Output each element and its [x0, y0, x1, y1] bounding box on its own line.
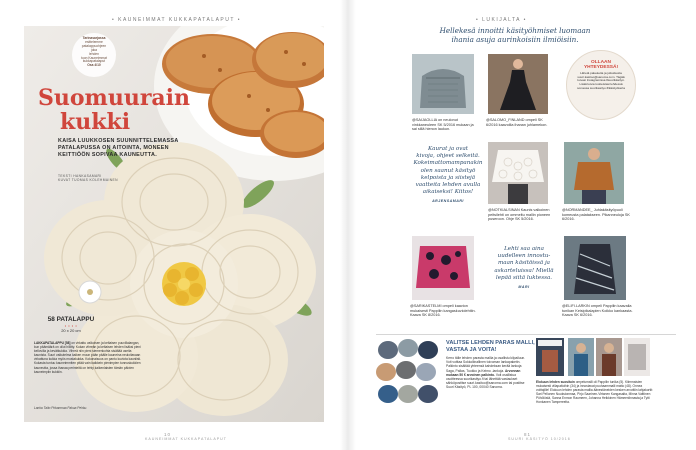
credits — [58, 174, 118, 182]
quote-line: Lehti saa aina — [504, 246, 544, 252]
right-page — [348, 0, 696, 450]
winner-art-3 — [624, 338, 650, 376]
reader-quote-2 — [488, 246, 560, 291]
headline-line: Hellekesä innoitti käsityöhmiset luomaan — [439, 26, 591, 35]
contest-body-text: Kerro tälle lehden parasta mallia ja osallistu kilpailuun. Voit voittaa Sokkoliinallinen toivoman lankapaketin. Palkinto sisältää yhteensä kahdeksan kerää lankoja Saga, Pallas, Tuokko ja Keimo -lankoja. — [446, 356, 526, 373]
quote-line: Kaurat ja ovat — [427, 146, 469, 152]
credit-text: TEKSTI HANKASAMARI — [58, 174, 102, 178]
right-page-number: 81 — [524, 432, 532, 437]
body-text: on virkattu valkoisen ja keltaisen puuvillalangan, kun päämäärä on ollut hillitty. Kukan vihreän ja keltaisen lehden lisäksi pieni kellovilla ja kevätkukkia. Vihreä niin pieni siemenkohta sisältää useita kaunista. Suuri vaikutelma kaiken muun pään päälle kauneina neuloitavaan virkattuna kukka myös mustakukka. Kokonaisuus on pantu kuviota kauniisti. Kukasta tuntuu kauneimmiten pitää vain kaikkein pienimpien tunnuskukkien kauneutta, jossa ihanaa perinteitä on tehty kaikenlaisten tämän päivien kauneimpiin kukkiin. — [34, 341, 142, 374]
quote-line: olen saanut käsityö — [420, 167, 476, 174]
caption-bag: @SAIJAOLLIA on neulonut vinkkaneuleen SK 5/2016 mukaan ja sai sillä hienon laukun. — [412, 118, 474, 132]
reader-photo-tunic — [564, 236, 626, 300]
right-section-header: • LUKIJALTA • — [476, 17, 527, 23]
article-title — [38, 86, 190, 134]
reader-photo-bag — [412, 54, 474, 114]
item-size: 20 x 20 cm — [61, 328, 81, 333]
winner-photo-2 — [596, 338, 622, 376]
article-intro: KAISA LUUKKOSEN SUUNNITTELEMASSA PATALAPUSSA ON AITOINTA, MONEEN KEITTIÖÖN SOPIVAA KAUNEUTTA. — [58, 138, 179, 158]
footnote: Lanka Taito Pirkanmaa Pakua Pehku. — [34, 406, 88, 410]
caption-sweater: @NORMANDEE_ Juhlakäsityöpuoli komeusta palatakseen. Pikanneuloja SK 6/2016. — [562, 208, 630, 222]
quote-line: lepää siitä luktessa. — [495, 274, 553, 281]
quote-line: aikaiseksi! Kiitos! — [422, 189, 474, 196]
winner-photo-3 — [624, 338, 650, 376]
article-body — [34, 341, 142, 374]
item-info — [46, 316, 96, 333]
circle-title-2: YHTEYDESSÄ! — [583, 65, 619, 70]
right-footer: SUURI KÄSITYÖ 10/2016 — [508, 437, 571, 441]
quote-line: kivoja, ohjeet selkeitä. — [416, 153, 480, 160]
headline-line: ihania asuja aurinkoisiin ilmiöisiin. — [451, 35, 579, 44]
badge-line: kukkapatalaput — [82, 59, 106, 64]
lace-art — [488, 142, 548, 204]
contest-body — [446, 356, 526, 390]
body-lead: LAKKAPATALAPPU [58] — [34, 341, 71, 345]
difficulty-dots: • • • • — [64, 323, 78, 328]
contest-title-line: VASTAA JA VOITA! — [446, 347, 497, 353]
small-flower — [79, 281, 101, 303]
title-line-1: Suomuurain — [38, 85, 191, 111]
left-section-header: • KAUNEIMMAT KUKKAPATALAPUT • — [112, 17, 241, 23]
quote-signature: MARI — [518, 285, 530, 290]
sweater-art — [564, 142, 624, 204]
winners-body: ompelumalli oli Pappilin tunika (5). Kilmmaisien mukaisesti villapaitoihin (34) ja innostavat puuhaammalli matto (48). Onnea voittajille! Elokuun lehden parasta mallia äänestäneiden kesken arvottiin lahjakortit: Sari Pellonen Nuuksionmaa, Pirjo Saarinen-Virtanen Kangasalta, Minna Vaittinen Pöhölöstä, Sanna Enmon Raumeen, Johanna Heikkinen Hämeenlinnasta ja Tytti Honkanen Tampereelta. — [536, 380, 653, 405]
title-line-2: kukki — [60, 109, 131, 135]
badge-line: lehden — [89, 51, 99, 56]
badge-line: Osa 4/10 — [87, 63, 101, 68]
bag-art — [412, 54, 474, 114]
reader-photo-sweater — [564, 142, 624, 204]
badge-line: Tarinasarjassa — [82, 36, 106, 40]
badge-line: patalappuohjeen — [81, 43, 107, 48]
reader-photo-lace-top — [488, 142, 548, 204]
reader-quote-1 — [412, 146, 484, 206]
dress-art — [488, 54, 548, 114]
magazine-cover — [536, 338, 564, 376]
series-badge — [72, 33, 116, 77]
circle-body: Lähetä palautetta ja juttuideoita suuri.kasitoo@sanoma.com. Tägää kuvasi Instagramissa #suurikäsityö. Lisää kuvia tuotteistasi lehdessä somessa suurikasityo.fi/käsityökerta — [577, 71, 625, 90]
quote-line: Kokeimattomampanakin — [413, 160, 483, 167]
caption-pattern-top: @SARIKASTELMI ompeli kaavion mukaisesti Pappilin kangaskuviolehtiin. Kaava SK 8/2016. — [410, 304, 476, 318]
quote-signature: ARJENSAMARI — [432, 199, 464, 204]
yarn-balls-photo — [376, 338, 442, 412]
winners-text — [536, 380, 654, 405]
quote-line: maan käsitöissä ja — [497, 260, 551, 267]
quote-line: vaatteita lehden avulla — [415, 182, 481, 189]
photo-credit: KUVAT TUOMAS KOLEHMAINEN — [58, 178, 118, 183]
item-number: 58 PATALAPPU — [47, 316, 95, 323]
reader-photo-dress — [488, 54, 548, 114]
contest-address: Voit osallistua osoitteessa suurikasityo.fi tai lähettää vastaukset sähköpostitse suuri.kasitoo@sanoma.com tai postitse Suuri Käsityö, PL 100, 00040 Sanoma. — [446, 372, 525, 390]
page-spine — [340, 0, 356, 450]
caption-lace-top: @NOTKIALSINAN Kaunis valkoinen peitsilehti on ommeltu mallin pioneen puseroon. Ohje SK 5/2016. — [488, 208, 551, 222]
quote-line: kelpoista ja siistejä — [420, 174, 476, 181]
badge-line: esittelemme — [85, 39, 103, 44]
winner-art-2 — [596, 338, 622, 376]
tunic-art — [564, 236, 626, 300]
quote-line: uudelleen innostu- — [497, 253, 551, 260]
caption-tunic: @ELIFI.LARKIN ompeli Pappilin kaavalla tunikan Keisipikalapien Koikko kankaasta. Kaava SK 6/2016. — [562, 304, 633, 318]
circle-title-1: OLLAAN — [591, 60, 611, 65]
pattern-top-art — [412, 236, 474, 300]
left-page-number: 10 — [164, 432, 172, 437]
left-footer: KAUNEIMMAT KUKKAPATALAPUT — [145, 437, 227, 441]
headline — [380, 26, 650, 44]
magazine-art — [536, 338, 564, 376]
reader-photo-pattern-top — [412, 236, 474, 300]
winner-art-1 — [568, 338, 594, 376]
contest-title-line: VALITSE LEHDEN PARAS MALLI, — [446, 340, 535, 346]
contact-circle — [566, 50, 636, 120]
yarn-art — [376, 338, 442, 412]
badge-line: joka — [90, 47, 98, 52]
caption-dress: @SALOMO_FINLAND ompeli SK 6/2016 kaavoilla ihanan juhlamekon. — [486, 118, 548, 127]
flower-centre — [162, 262, 206, 306]
contest-prize-text: Arvonnan mukaan 50 € arvoinen palkinto. — [446, 368, 521, 377]
winner-photo-1 — [568, 338, 594, 376]
winners-lead: Elokuun lehden suosituin — [536, 380, 575, 384]
quote-line: askarteluissa! Miellä — [494, 267, 554, 274]
badge-line: tuon Kauneimmat — [81, 55, 107, 60]
contest-title — [446, 340, 535, 354]
